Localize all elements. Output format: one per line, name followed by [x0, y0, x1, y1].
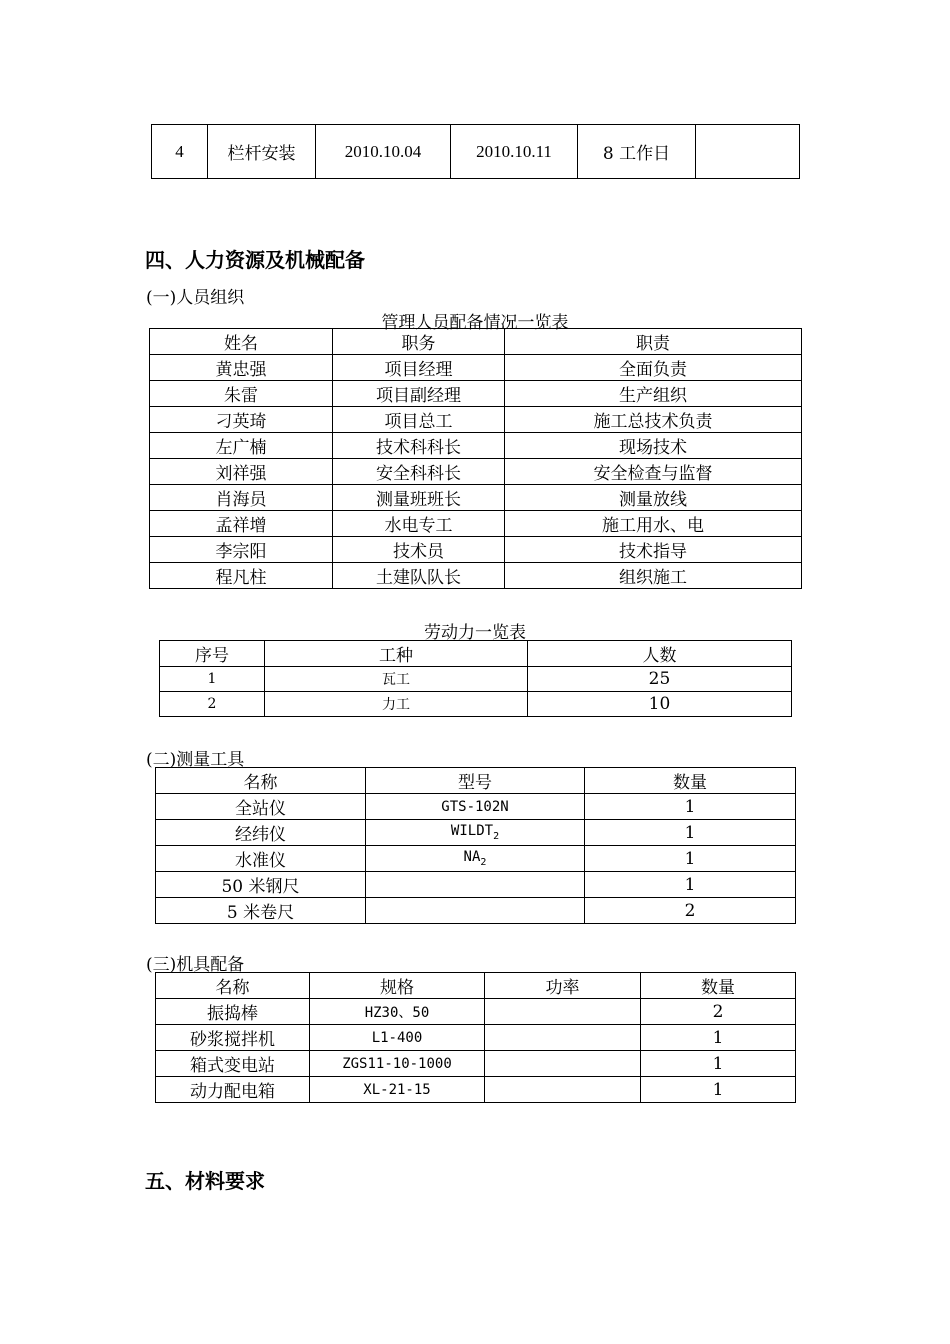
staff-table: [149, 328, 802, 589]
cell: 安全科科长: [333, 459, 505, 485]
column-header: 数量: [585, 768, 796, 794]
cell: 项目副经理: [333, 381, 505, 407]
table-row: [156, 872, 796, 898]
table-row: [156, 999, 796, 1025]
column-header: 规格: [310, 973, 485, 999]
table-row: [152, 125, 800, 179]
cell: 技术员: [333, 537, 505, 563]
cell: 2: [641, 999, 796, 1025]
table-row: [150, 511, 802, 537]
cell: 瓦工: [265, 667, 528, 692]
column-header: 序号: [160, 641, 265, 667]
cell: 水电专工: [333, 511, 505, 537]
cell: 项目经理: [333, 355, 505, 381]
cell: 1: [160, 667, 265, 692]
column-header: 功率: [485, 973, 641, 999]
subscript: 2: [480, 856, 487, 868]
table-row: [160, 692, 792, 717]
table-row: [150, 459, 802, 485]
table-row: [150, 355, 802, 381]
table-header-row: [160, 641, 792, 667]
cell: 经纬仪: [156, 820, 366, 846]
subsection-title: (三)机具配备: [146, 955, 245, 975]
cell: 2: [160, 692, 265, 717]
cell: 振捣棒: [156, 999, 310, 1025]
cell: 箱式变电站: [156, 1051, 310, 1077]
cell: HZ30、50: [310, 999, 485, 1025]
section-heading: 四、人力资源及机械配备: [145, 248, 365, 272]
cell: 力工: [265, 692, 528, 717]
table-row: [156, 820, 796, 846]
table-caption: 劳动力一览表: [424, 623, 526, 643]
cell: [696, 125, 800, 179]
column-header: 工种: [265, 641, 528, 667]
cell: 1: [585, 820, 796, 846]
cell: 安全检查与监督: [505, 459, 802, 485]
cell: 技术指导: [505, 537, 802, 563]
cell: 孟祥增: [150, 511, 333, 537]
cell: ZGS11-10-1000: [310, 1051, 485, 1077]
cell: [485, 999, 641, 1025]
cell: 技术科科长: [333, 433, 505, 459]
cell: 组织施工: [505, 563, 802, 589]
cell: 25: [528, 667, 792, 692]
table-header-row: [156, 768, 796, 794]
table-row: [156, 898, 796, 924]
cell: 1: [641, 1051, 796, 1077]
table-row: [150, 381, 802, 407]
table-caption: 管理人员配备情况一览表: [381, 313, 569, 333]
cell: 施工用水、电: [505, 511, 802, 537]
table-row: [156, 1051, 796, 1077]
table-row: [156, 1077, 796, 1103]
subsection-title: (一)人员组织: [146, 288, 245, 308]
cell: 施工总技术负责: [505, 407, 802, 433]
table-row: [156, 794, 796, 820]
table-row: [150, 407, 802, 433]
cell: $WILDT_2$: [366, 820, 585, 846]
cell: 50 米钢尺: [156, 872, 366, 898]
cell: 水准仪: [156, 846, 366, 872]
cell: 2010.10.04: [316, 125, 451, 179]
section-heading: 五、材料要求: [145, 1169, 265, 1193]
cell: [485, 1025, 641, 1051]
column-header: 职务: [333, 329, 505, 355]
table-row: [160, 667, 792, 692]
cell: 左广楠: [150, 433, 333, 459]
table-row: [156, 846, 796, 872]
cell: L1-400: [310, 1025, 485, 1051]
schedule-table: [151, 124, 800, 179]
cell: 全站仪: [156, 794, 366, 820]
labor-table: [159, 640, 792, 717]
machine-table: [155, 972, 796, 1103]
cell: 1: [641, 1077, 796, 1103]
table-row: [156, 1025, 796, 1051]
column-header: 职责: [505, 329, 802, 355]
table-header-row: [156, 973, 796, 999]
column-header: 数量: [641, 973, 796, 999]
cell: 1: [585, 872, 796, 898]
cell: 项目总工: [333, 407, 505, 433]
cell: $NA_2$: [366, 846, 585, 872]
cell: GTS-102N: [366, 794, 585, 820]
table-row: [150, 485, 802, 511]
cell: [485, 1077, 641, 1103]
cell: 李宗阳: [150, 537, 333, 563]
cell: 8 工作日: [578, 125, 696, 179]
cell: 2010.10.11: [451, 125, 578, 179]
table-row: [150, 433, 802, 459]
cell: XL-21-15: [310, 1077, 485, 1103]
cell: 现场技术: [505, 433, 802, 459]
cell: 2: [585, 898, 796, 924]
cell: 黄忠强: [150, 355, 333, 381]
cell: 1: [585, 846, 796, 872]
cell: 程凡柱: [150, 563, 333, 589]
cell: 刘祥强: [150, 459, 333, 485]
column-header: 人数: [528, 641, 792, 667]
tools-table: [155, 767, 796, 924]
cell: 10: [528, 692, 792, 717]
cell: 栏杆安装: [208, 125, 316, 179]
cell: 测量班班长: [333, 485, 505, 511]
cell: 肖海员: [150, 485, 333, 511]
subscript: 2: [493, 830, 500, 842]
table-row: [150, 563, 802, 589]
cell: [366, 872, 585, 898]
cell: 1: [585, 794, 796, 820]
column-header: 姓名: [150, 329, 333, 355]
column-header: 型号: [366, 768, 585, 794]
table-row: [150, 537, 802, 563]
cell: 全面负责: [505, 355, 802, 381]
cell: [366, 898, 585, 924]
cell: 朱雷: [150, 381, 333, 407]
column-header: 名称: [156, 768, 366, 794]
cell: 测量放线: [505, 485, 802, 511]
subsection-title: (二)测量工具: [146, 750, 245, 770]
cell: 土建队队长: [333, 563, 505, 589]
cell: 动力配电箱: [156, 1077, 310, 1103]
cell: 1: [641, 1025, 796, 1051]
cell: [485, 1051, 641, 1077]
cell: 生产组织: [505, 381, 802, 407]
cell: 刁英琦: [150, 407, 333, 433]
column-header: 名称: [156, 973, 310, 999]
cell: 4: [152, 125, 208, 179]
table-header-row: [150, 329, 802, 355]
cell: 砂浆搅拌机: [156, 1025, 310, 1051]
cell: 5 米卷尺: [156, 898, 366, 924]
